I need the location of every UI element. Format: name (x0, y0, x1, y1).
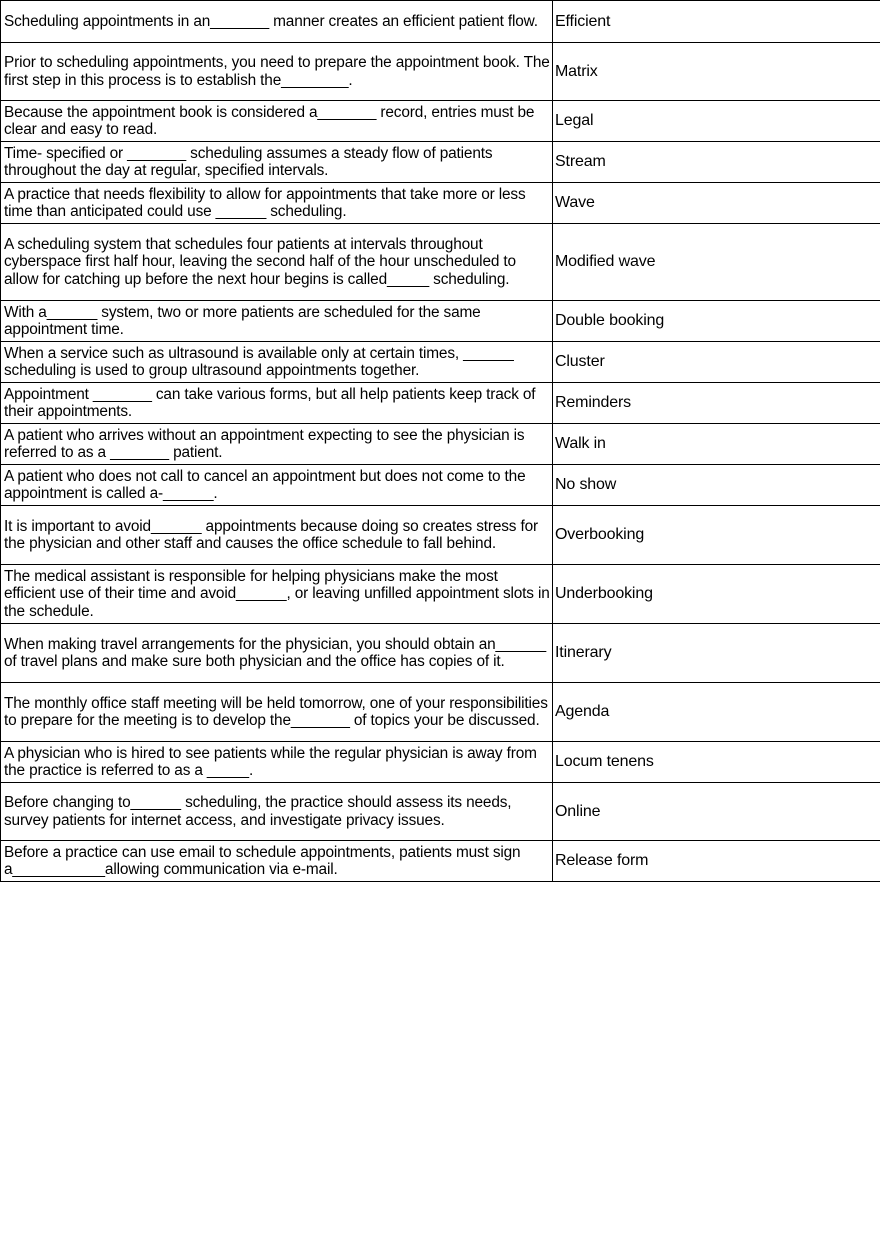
answer-cell: Cluster (553, 342, 880, 383)
table-row (1, 383, 880, 424)
answer-cell: Modified wave (553, 224, 880, 301)
answer-cell: Matrix (553, 43, 880, 101)
table-row (1, 342, 880, 383)
table-row (1, 43, 880, 101)
table-row (1, 465, 880, 506)
question-cell: The medical assistant is responsible for helping physicians make the most efficient use of their time and avoid______, or leaving unfilled appointment slots in the schedule. (1, 565, 553, 624)
table-row (1, 841, 880, 882)
question-cell: It is important to avoid______ appointments because doing so creates stress for the physician and other staff and causes the office schedule to fall behind. (1, 506, 553, 565)
question-cell: A patient who arrives without an appointment expecting to see the physician is referred to as a _______ patient. (1, 424, 553, 465)
answer-cell: Double booking (553, 301, 880, 342)
answer-cell: Release form (553, 841, 880, 882)
table-row (1, 624, 880, 683)
table-row (1, 183, 880, 224)
answer-cell: No show (553, 465, 880, 506)
question-cell: A scheduling system that schedules four patients at intervals throughout cyberspace first half hour, leaving the second half of the hour unscheduled to allow for catching up before the next hour begins is called_____ scheduling. (1, 224, 553, 301)
table-row (1, 565, 880, 624)
answer-cell: Wave (553, 183, 880, 224)
question-cell: When a service such as ultrasound is available only at certain times, ______ scheduling is used to group ultrasound appointments together. (1, 342, 553, 383)
question-cell: Time- specified or _______ scheduling assumes a steady flow of patients throughout the day at regular, specified intervals. (1, 142, 553, 183)
question-cell: Before a practice can use email to schedule appointments, patients must sign a___________allowing communication via e-mail. (1, 841, 553, 882)
answer-cell: Itinerary (553, 624, 880, 683)
question-cell: A patient who does not call to cancel an appointment but does not come to the appointment is called a-______. (1, 465, 553, 506)
answer-cell: Locum tenens (553, 742, 880, 783)
question-cell: Because the appointment book is considered a_______ record, entries must be clear and easy to read. (1, 101, 553, 142)
question-cell: With a______ system, two or more patients are scheduled for the same appointment time. (1, 301, 553, 342)
table-row (1, 424, 880, 465)
question-cell: Appointment _______ can take various forms, but all help patients keep track of their appointments. (1, 383, 553, 424)
table-row (1, 742, 880, 783)
answer-cell: Stream (553, 142, 880, 183)
answer-cell: Overbooking (553, 506, 880, 565)
table-body (1, 1, 880, 882)
answer-cell: Underbooking (553, 565, 880, 624)
table-row (1, 301, 880, 342)
question-cell: A physician who is hired to see patients while the regular physician is away from the practice is referred to as a _____. (1, 742, 553, 783)
table-row (1, 783, 880, 841)
question-cell: Prior to scheduling appointments, you need to prepare the appointment book. The first step in this process is to establish the________. (1, 43, 553, 101)
table-row (1, 683, 880, 742)
question-cell: The monthly office staff meeting will be held tomorrow, one of your responsibilities to prepare for the meeting is to develop the_______ of topics your be discussed. (1, 683, 553, 742)
question-cell: A practice that needs flexibility to allow for appointments that take more or less time than anticipated could use ______ scheduling. (1, 183, 553, 224)
answer-cell: Online (553, 783, 880, 841)
answer-cell: Agenda (553, 683, 880, 742)
answer-cell: Reminders (553, 383, 880, 424)
table-row (1, 101, 880, 142)
table-row (1, 506, 880, 565)
answer-cell: Legal (553, 101, 880, 142)
table-row (1, 142, 880, 183)
table-row (1, 1, 880, 43)
question-cell: Before changing to______ scheduling, the practice should assess its needs, survey patients for internet access, and investigate privacy issues. (1, 783, 553, 841)
question-cell: Scheduling appointments in an_______ manner creates an efficient patient flow. (1, 1, 553, 43)
answer-cell: Walk in (553, 424, 880, 465)
answer-cell: Efficient (553, 1, 880, 43)
question-cell: When making travel arrangements for the physician, you should obtain an______ of travel plans and make sure both physician and the office has copies of it. (1, 624, 553, 683)
table-row (1, 224, 880, 301)
